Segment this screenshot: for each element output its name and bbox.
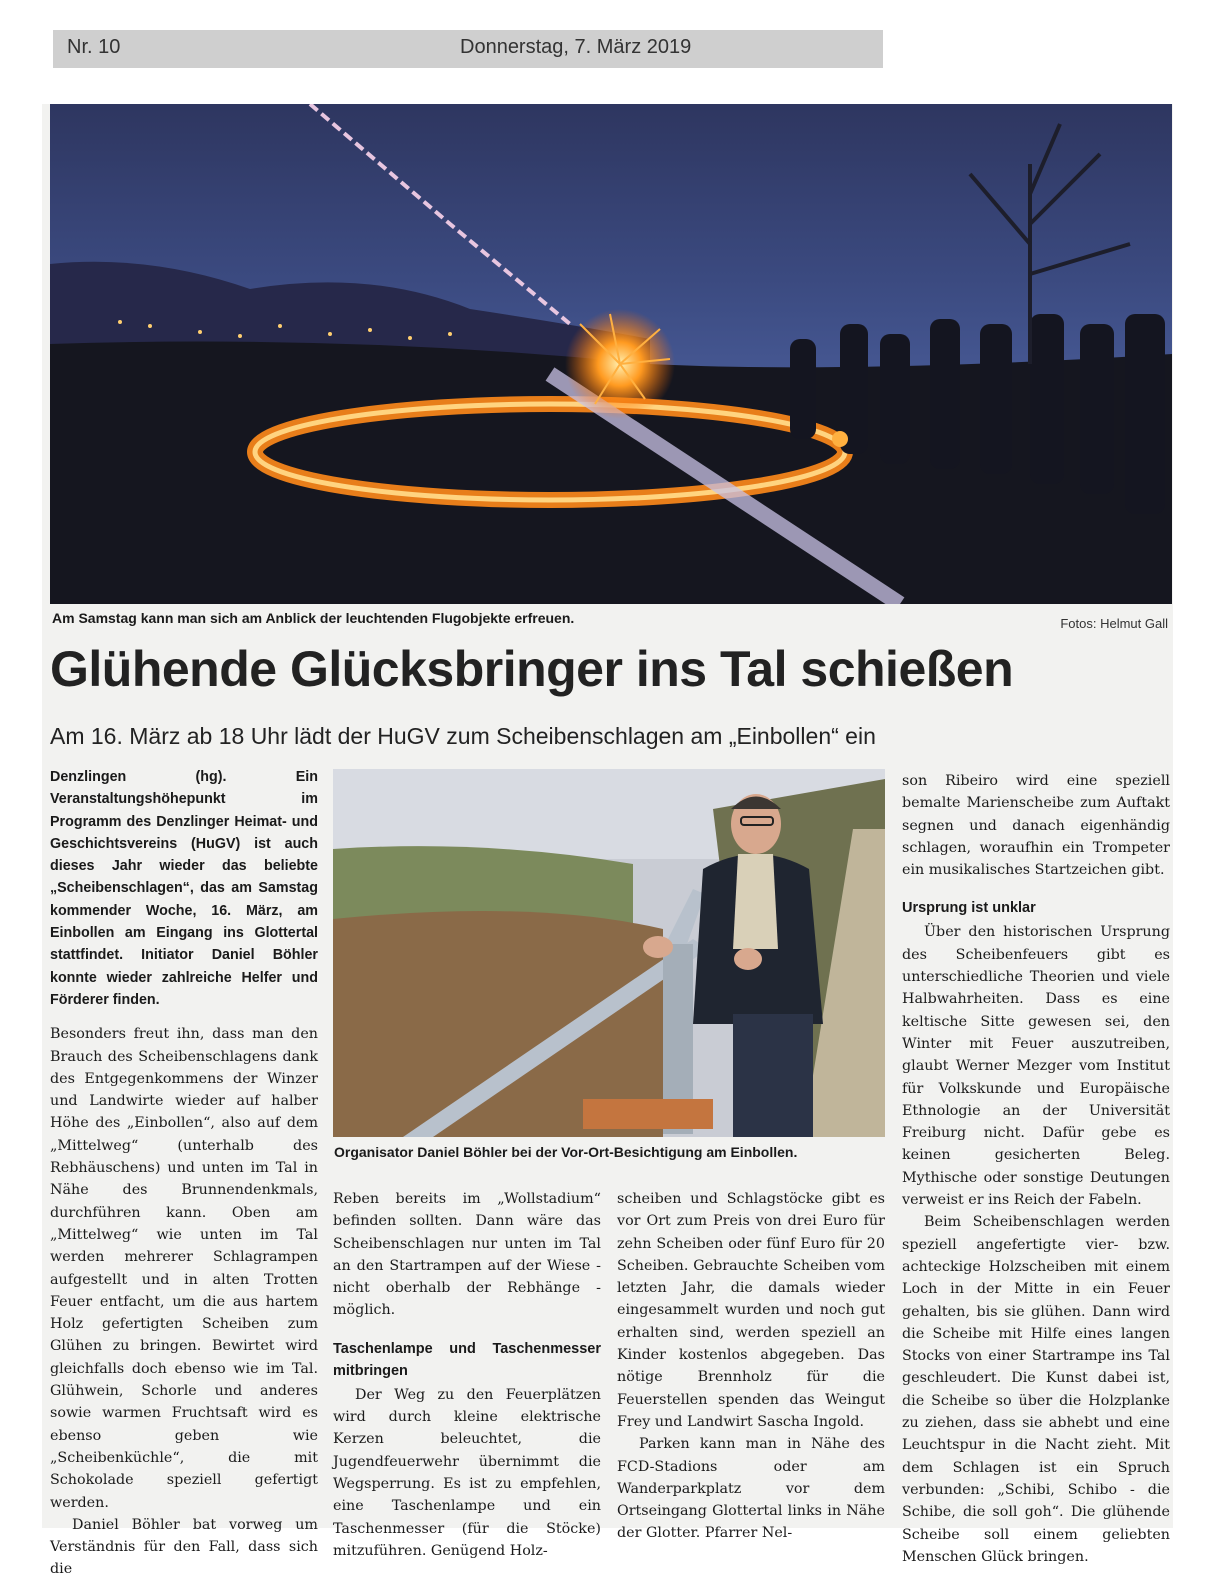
organizer-photo-caption: Organisator Daniel Böhler bei der Vor-Ort-Besichtigung am Einbollen. bbox=[334, 1144, 798, 1160]
article-paragraph: Besonders freut ihn, dass man den Brauch des Scheibenschlagens dank des Entgegenkommens der Winzer und Landwirte wieder auf halber Höhe des „Einbollen“, also auf dem „Mittelweg“ (unterhalb des Rebhäuschens) und unten im Tal in Nähe des Brunnendenkmals, durchführen kann. Oben am „Mittelweg“ wie unten im Tal werden mehrerer Schlagrampen aufgestellt und in alten Trotten Feuer entfacht, um die aus hartem Holz gefertigten Scheiben zum Glühen zu bringen. Bewirtet wird gleichfalls doch ebenso wie im Tal. Glühwein, Schorle und anderes sowie warmen Fruchtsaft wird es ebenso geben wie „Scheibenküchle“, die mit Schokolade speziell gefertigt werden. bbox=[50, 1026, 318, 1511]
issue-date: Donnerstag, 7. März 2019 bbox=[460, 36, 692, 58]
issue-number: Nr. 10 bbox=[67, 36, 121, 58]
article-paragraph: Der Weg zu den Feuerplätzen wird durch kleine elektrische Kerzen beleuchtet, die Jugendfeuerwehr übernimmt die Wegsperrung. Es ist zu empfehlen, eine Taschenlampe und ein Taschenmesser (für die Stöcke) mitzuführen. Genügend Holz- bbox=[333, 1386, 601, 1559]
section-subheading: Ursprung ist unklar bbox=[902, 900, 1036, 917]
article-paragraph: Beim Scheibenschlagen werden speziell angefertigte vier- bzw. achteckige Holzscheiben mit einem Loch in der Mitte in ein Feuer gehalten, bis sie glühen. Dann wird die Scheibe mit Hilfe eines langen Stocks von einer Startrampe ins Tal geschleudert. Die Kunst dabei ist, die Scheibe so über die Holzplanke zu ziehen, dass sie abhebt und eine Leuchtspur in die Nacht zieht. Mit dem Schlagen ist ein Spruch verbunden: „Schibi, Schibo - die Schibe, die soll goh“. Die glühende Scheibe soll einem geliebten Menschen Glück bringen. bbox=[902, 1214, 1170, 1565]
organizer-image bbox=[333, 769, 885, 1137]
article-column-2 bbox=[333, 1188, 601, 1562]
section-subheading: Taschenlampe und Taschenmesser mitbringen bbox=[333, 1340, 601, 1379]
article-paragraph: Parken kann man in Nähe des FCD-Stadions oder am Wanderparkplatz vor dem Ortseingang Glottertal links in Nähe der Glotter. Pfarrer Nel- bbox=[617, 1436, 885, 1542]
article-column-3 bbox=[617, 1188, 885, 1545]
article-paragraph: Über den historischen Ursprung des Scheibenfeuers gibt es unterschiedliche Theorien und viele Halbwahrheiten. Dass es eine keltische Sitte gewesen sei, den Winter mit Feuer auszutreiben, glaubt Werner Mezger vom Institut für Volkskunde und Europäische Ethnologie an der Universität Freiburg nicht. Dafür gebe es keinen gesicherten Beleg. Mythische oder sonstige Deutungen verweist er ins Reich der Fabeln. bbox=[902, 924, 1170, 1209]
article-subheadline: Am 16. März ab 18 Uhr lädt der HuGV zum Scheibenschlagen am „Einbollen“ ein bbox=[50, 723, 876, 749]
article-headline: Glühende Glücksbringer ins Tal schießen bbox=[50, 641, 1014, 697]
article-paragraph: son Ribeiro wird eine speziell bemalte Marienscheibe zum Auftakt segnen und danach eigenhändig schlagen, woraufhin ein Trompeter ein musikalisches Startzeichen gibt. bbox=[902, 773, 1170, 879]
article-paragraph: Daniel Böhler bat vorweg um Verständnis für den Fall, dass sich die bbox=[50, 1516, 318, 1578]
article-column-1 bbox=[50, 766, 318, 1581]
main-photo-caption: Am Samstag kann man sich am Anblick der leuchtenden Flugobjekte erfreuen. bbox=[52, 610, 575, 626]
article-paragraph: scheiben und Schlagstöcke gibt es vor Ort zum Preis von drei Euro für zehn Scheiben oder fünf Euro für 20 Scheiben. Gebrauchte Scheiben vom letzten Jahr, die damals wieder eingesammelt wurden und noch gut erhalten sind, werden speziell an Kinder kostenlos abgegeben. Das nötige Brennholz für die Feuerstellen spenden das Weingut Frey und Landwirt Sascha Ingold. bbox=[617, 1191, 885, 1430]
organizer-photo bbox=[333, 769, 885, 1137]
night-scene-image bbox=[50, 104, 1172, 604]
article-lead: Denzlingen (hg). Ein Veranstaltungshöhepunkt im Programm des Denzlinger Heimat- und Geschichtsvereins (HuGV) ist auch dieses Jahr wieder das beliebte „Scheibenschlagen“, das am Samstag kommender Woche, 16. März, am Einbollen am Eingang ins Glottertal stattfindet. Initiator Daniel Böhler konnte wieder zahlreiche Helfer und Förderer finden. bbox=[50, 769, 318, 1008]
photo-credit: Fotos: Helmut Gall bbox=[1060, 616, 1168, 631]
main-photo bbox=[50, 104, 1172, 604]
article-column-4 bbox=[902, 770, 1170, 1568]
newspaper-header bbox=[53, 30, 883, 68]
article-paragraph: Reben bereits im „Wollstadium“ befinden sollten. Dann wäre das Scheibenschlagen nur unten im Tal an den Startrampen auf der Wiese - nicht oberhalb der Rebhänge - möglich. bbox=[333, 1191, 601, 1319]
